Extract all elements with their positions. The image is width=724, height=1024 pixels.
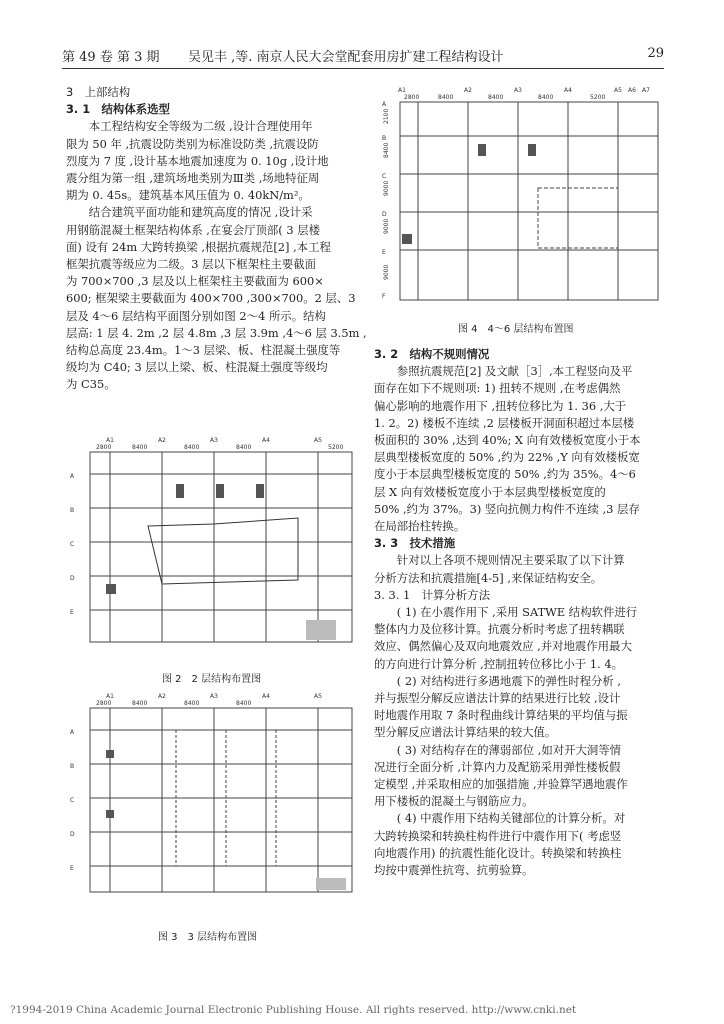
right-column [374, 346, 664, 879]
axis-label: D [70, 831, 75, 838]
text-line: 层及 4～6 层结构平面图分别如图 2～4 所示。结构 [66, 308, 326, 323]
dimension-label: 8400 [488, 94, 504, 101]
text-line: 面存在如下不规则项: 1) 扭转不规则 ,在考虑偶然 [374, 381, 621, 396]
dimension-label: 9000 [383, 264, 390, 280]
text-line: 烈度为 7 度 ,设计基本地震加速度为 0. 10g ,设计地 [66, 153, 329, 168]
copyright-footer: ?1994-2019 China Academic Journal Electronic Publishing House. All rights reserved. http://www.cnki.net [10, 1004, 577, 1016]
text-line: 分析方法和抗震措施[4-5] ,来保证结构安全。 [374, 570, 603, 585]
subsection-heading: 3. 3 技术措施 [374, 536, 456, 551]
axis-label: B [382, 135, 387, 142]
axis-label: A1 [106, 693, 114, 700]
figure-caption: 图 2 2 层结构布置图 [162, 674, 262, 685]
paragraph [66, 204, 367, 393]
axis-label: A [382, 101, 387, 108]
text-line: 层典型楼板宽度的 50% ,约为 22% ,Y 向有效楼板宽 [374, 450, 640, 465]
figure-caption: 图 3 3 层结构布置图 [158, 932, 258, 943]
dimension-label: 8400 [383, 142, 390, 158]
dimension-label: 2800 [404, 94, 420, 101]
axis-label: A [70, 729, 75, 736]
figure-caption: 图 4 4～6 层结构布置图 [458, 324, 574, 335]
axis-label: A4 [262, 693, 270, 700]
axis-label: B [70, 507, 75, 514]
subsection-heading: 3. 2 结构不规则情况 [374, 347, 490, 361]
paragraph [374, 552, 664, 586]
axis-label: A5 [314, 437, 322, 444]
dimension-label: 8400 [132, 700, 148, 707]
running-title: 吴见丰 ,等. 南京人民大会堂配套用房扩建工程结构设计 [188, 50, 504, 65]
text-line: 板面积的 30% ,达到 40%; X 向有效楼板宽度小于本 [374, 433, 641, 448]
text-line: 框架抗震等级应为二级。3 层以下框架柱主要截面 [66, 257, 317, 272]
text-line: ( 4) 中震作用下结构关键部位的计算分析。对 [396, 811, 626, 826]
text-line: 面) 设有 24m 大跨转换梁 ,根据抗震规范[2] ,本工程 [66, 239, 331, 254]
axis-label: A2 [158, 437, 166, 444]
text-line: 型分解反应谱法计算结果的较大值。 [374, 725, 557, 740]
paragraph [374, 673, 664, 742]
axis-label: A5 [314, 693, 322, 700]
dimension-label: 8400 [132, 444, 148, 451]
text-line: 层高: 1 层 4. 2m ,2 层 4.8m ,3 层 3.9m ,4～6 层 3.5m , [66, 325, 367, 340]
text-line: 在局部抬柱转换。 [374, 519, 466, 534]
axis-label: C [70, 797, 75, 804]
axis-label: B [70, 763, 75, 770]
text-line: 为 700×700 ,3 层及以上框架柱主要截面为 600× [66, 274, 324, 289]
axis-label: C [382, 173, 387, 180]
text-line: 用下楼板的混凝土与钢筋应力。 [374, 794, 534, 809]
text-line: 偏心影响的地震作用下 ,扭转位移比为 1. 36 ,大于 [374, 398, 627, 413]
text-line: 时地震作用取 7 条时程曲线计算结果的平均值与振 [374, 708, 628, 723]
text-line: 为 C35。 [66, 377, 116, 392]
axis-label: F [382, 293, 386, 300]
text-line: 的方向进行计算分析 ,控制扭转位移比小于 1. 4。 [374, 656, 624, 671]
dimension-label: 5200 [590, 94, 606, 101]
text-line: ( 3) 对结构存在的薄弱部位 ,如对开大洞等情 [396, 742, 622, 757]
axis-label: A4 [262, 437, 270, 444]
dimension-label: 8400 [236, 444, 252, 451]
floor-plan-4-6 [378, 84, 662, 306]
text-line: 级均为 C40; 3 层以上梁、板、柱混凝土强度等级均 [66, 360, 328, 375]
text-line: 限为 50 年 ,抗震设防类别为标准设防类 ,抗震设防 [66, 136, 319, 151]
axis-label: A5 [614, 87, 622, 94]
dimension-label: 8400 [538, 94, 554, 101]
text-line: 参照抗震规范[2] 及文献［3］,本工程竖向及平 [396, 364, 633, 379]
dimension-label: 2800 [96, 444, 112, 451]
left-column [66, 84, 367, 394]
text-line: 并与振型分解反应谱法计算的结果进行比较 ,设计 [374, 691, 621, 706]
text-line: 效应、偶然偏心及双向地震效应 ,并对地震作用最大 [374, 639, 632, 654]
dimension-label: 8400 [184, 444, 200, 451]
figure-4-plan [378, 84, 662, 306]
figure-2-plan [66, 434, 358, 652]
text-line: 1. 2。2) 楼板不连续 ,2 层楼板开洞面积超过本层楼 [374, 415, 635, 430]
subsubsection-heading: 3. 3. 1 计算分析方法 [374, 587, 490, 602]
figure-3-plan [66, 690, 358, 900]
text-line: 结构总高度 23.4m。1～3 层梁、板、柱混凝土强度等 [66, 343, 341, 358]
paragraph [374, 604, 664, 673]
dimension-label: 2100 [383, 108, 390, 124]
text-line: 针对以上各项不规则情况主要采取了以下计算 [396, 553, 625, 568]
paragraph [374, 742, 664, 811]
axis-label: A4 [564, 87, 572, 94]
text-line: 度小于本层典型楼板宽度的 50% ,约为 35%。4～6 [374, 467, 636, 482]
axis-label: A2 [464, 87, 472, 94]
axis-label: A6 [628, 87, 636, 94]
axis-label: A3 [210, 437, 218, 444]
text-line: 况进行全面分析 ,计算内力及配筋采用弹性楼板假 [374, 759, 621, 774]
journal-volume: 第 49 卷 第 3 期 [62, 50, 160, 65]
text-line: 用钢筋混凝土框架结构体系 ,在宴会厅顶部( 3 层楼 [66, 222, 320, 237]
text-line: 50% ,约为 37%。3) 竖向抗侧力构件不连续 ,3 层存 [374, 501, 640, 516]
axis-label: E [382, 249, 386, 256]
dimension-label: 9000 [383, 180, 390, 196]
text-line: 本工程结构安全等级为二级 ,设计合理使用年 [88, 119, 313, 134]
header-rule [62, 68, 664, 69]
floor-plan-2 [66, 434, 358, 652]
dimension-label: 9000 [383, 218, 390, 234]
page-number: 29 [647, 46, 664, 61]
axis-label: C [70, 541, 75, 548]
axis-label: A1 [398, 87, 406, 94]
text-line: 期为 0. 45s。建筑基本风压值为 0. 40kN/m²。 [66, 188, 310, 203]
dimension-label: 8400 [438, 94, 454, 101]
dimension-label: 2800 [96, 700, 112, 707]
dimension-label: 8400 [184, 700, 200, 707]
text-line: ( 2) 对结构进行多遇地震下的弹性时程分析 , [396, 673, 622, 688]
axis-label: A7 [642, 87, 650, 94]
text-line: ( 1) 在小震作用下 ,采用 SATWE 结构软件进行 [396, 605, 638, 620]
axis-label: A1 [106, 437, 114, 444]
paragraph [374, 363, 664, 535]
text-line: 定模型 ,并采取相应的加强措施 ,并验算罕遇地震作 [374, 777, 628, 792]
axis-label: D [382, 211, 387, 218]
subsection-heading: 3. 1 结构体系选型 [66, 102, 170, 117]
section-heading: 3 上部结构 [66, 85, 131, 99]
axis-label: A3 [514, 87, 522, 94]
floor-plan-3 [66, 690, 358, 900]
text-line: 层 X 向有效楼板宽度小于本层典型楼板宽度的 [374, 484, 606, 499]
text-line: 整体内力及位移计算。抗震分析时考虑了扭转耦联 [374, 622, 625, 637]
axis-label: A [70, 473, 75, 480]
axis-label: E [70, 865, 74, 872]
axis-label: D [70, 575, 75, 582]
text-line: 均按中震弹性抗弯、抗剪验算。 [374, 863, 534, 878]
dimension-label: 8400 [236, 700, 252, 707]
paragraph [66, 118, 358, 204]
text-line: 大跨转换梁和转换柱构件进行中震作用下( 考虑竖 [374, 828, 622, 843]
text-line: 结合建筑平面功能和建筑高度的情况 ,设计采 [88, 205, 313, 220]
axis-label: A2 [158, 693, 166, 700]
dimension-label: 5200 [328, 444, 344, 451]
paragraph [374, 810, 664, 879]
text-line: 震分组为第一组 ,建筑场地类别为Ⅲ类 ,场地特征周 [66, 171, 320, 186]
running-header [62, 46, 664, 66]
text-line: 600; 框架梁主要截面为 400×700 ,300×700。2 层、3 [66, 291, 356, 306]
axis-label: A3 [210, 693, 218, 700]
text-line: 向地震作用) 的抗震性能化设计。转换梁和转换柱 [374, 845, 622, 860]
axis-label: E [70, 609, 74, 616]
